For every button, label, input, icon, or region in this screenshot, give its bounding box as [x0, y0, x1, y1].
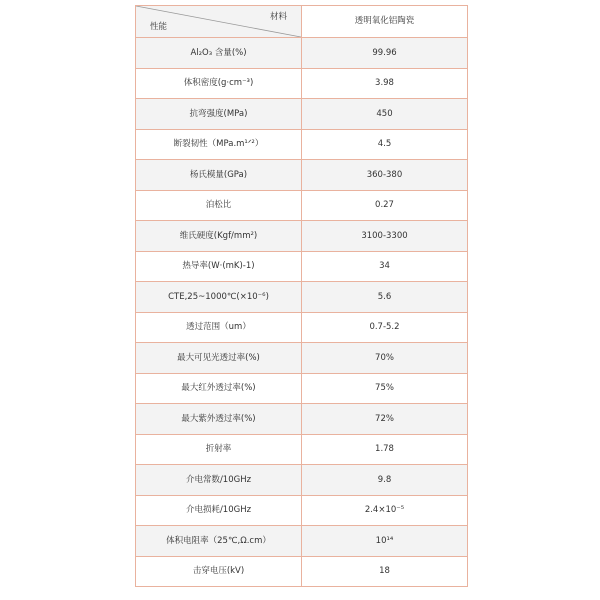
property-value-cell: 99.96 [302, 38, 468, 69]
table-row [136, 404, 468, 435]
table-row [136, 99, 468, 130]
properties-table-body [136, 6, 468, 587]
table-row [136, 312, 468, 343]
table-row [136, 343, 468, 374]
table-header-row [136, 6, 468, 38]
table-row [136, 38, 468, 69]
property-name-cell: 最大可见光透过率(%) [136, 343, 302, 374]
properties-table-container [135, 5, 465, 587]
property-value-cell: 2.4×10⁻⁵ [302, 495, 468, 526]
property-value-cell: 10¹⁴ [302, 526, 468, 557]
table-row [136, 251, 468, 282]
property-name-cell: 最大红外透过率(%) [136, 373, 302, 404]
table-row [136, 160, 468, 191]
property-value-cell: 0.7-5.2 [302, 312, 468, 343]
property-name-cell: 断裂韧性（MPa.m¹ᐟ²） [136, 129, 302, 160]
property-value-cell: 4.5 [302, 129, 468, 160]
property-value-cell: 9.8 [302, 465, 468, 496]
property-value-cell: 450 [302, 99, 468, 130]
property-name-cell: 抗弯强度(MPa) [136, 99, 302, 130]
property-name-cell: 折射率 [136, 434, 302, 465]
property-value-cell: 360-380 [302, 160, 468, 191]
table-row [136, 434, 468, 465]
property-name-cell: 透过范围（um） [136, 312, 302, 343]
table-row [136, 190, 468, 221]
property-name-cell: 泊松比 [136, 190, 302, 221]
header-column-label: 材料 [269, 12, 287, 22]
table-row [136, 495, 468, 526]
property-name-cell: 介电常数/10GHz [136, 465, 302, 496]
property-name-cell: 最大紫外透过率(%) [136, 404, 302, 435]
property-name-cell: 体积密度(g·cm⁻³) [136, 68, 302, 99]
property-name-cell: 杨氏模量(GPa) [136, 160, 302, 191]
property-value-cell: 18 [302, 556, 468, 587]
property-name-cell: Al₂O₃ 含量(%) [136, 38, 302, 69]
property-name-cell: 击穿电压(kV) [136, 556, 302, 587]
table-row [136, 556, 468, 587]
property-value-cell: 1.78 [302, 434, 468, 465]
table-row [136, 526, 468, 557]
table-row [136, 221, 468, 252]
property-value-cell: 75% [302, 373, 468, 404]
property-name-cell: 热导率(W·(mK)-1) [136, 251, 302, 282]
property-name-cell: CTE,25~1000℃(×10⁻⁶) [136, 282, 302, 313]
property-value-cell: 3100-3300 [302, 221, 468, 252]
properties-table [135, 5, 468, 587]
table-row [136, 465, 468, 496]
property-name-cell: 体积电阻率（25℃,Ω.cm） [136, 526, 302, 557]
property-value-cell: 5.6 [302, 282, 468, 313]
table-row [136, 129, 468, 160]
header-diagonal-cell [136, 6, 302, 38]
table-row [136, 68, 468, 99]
property-name-cell: 维氏硬度(Kgf/mm²) [136, 221, 302, 252]
table-row [136, 373, 468, 404]
property-name-cell: 介电损耗/10GHz [136, 495, 302, 526]
header-material-name: 透明氧化铝陶瓷 [302, 6, 468, 38]
property-value-cell: 34 [302, 251, 468, 282]
property-value-cell: 70% [302, 343, 468, 374]
property-value-cell: 72% [302, 404, 468, 435]
header-row-label: 性能 [150, 21, 168, 32]
property-value-cell: 3.98 [302, 68, 468, 99]
property-value-cell: 0.27 [302, 190, 468, 221]
table-row [136, 282, 468, 313]
